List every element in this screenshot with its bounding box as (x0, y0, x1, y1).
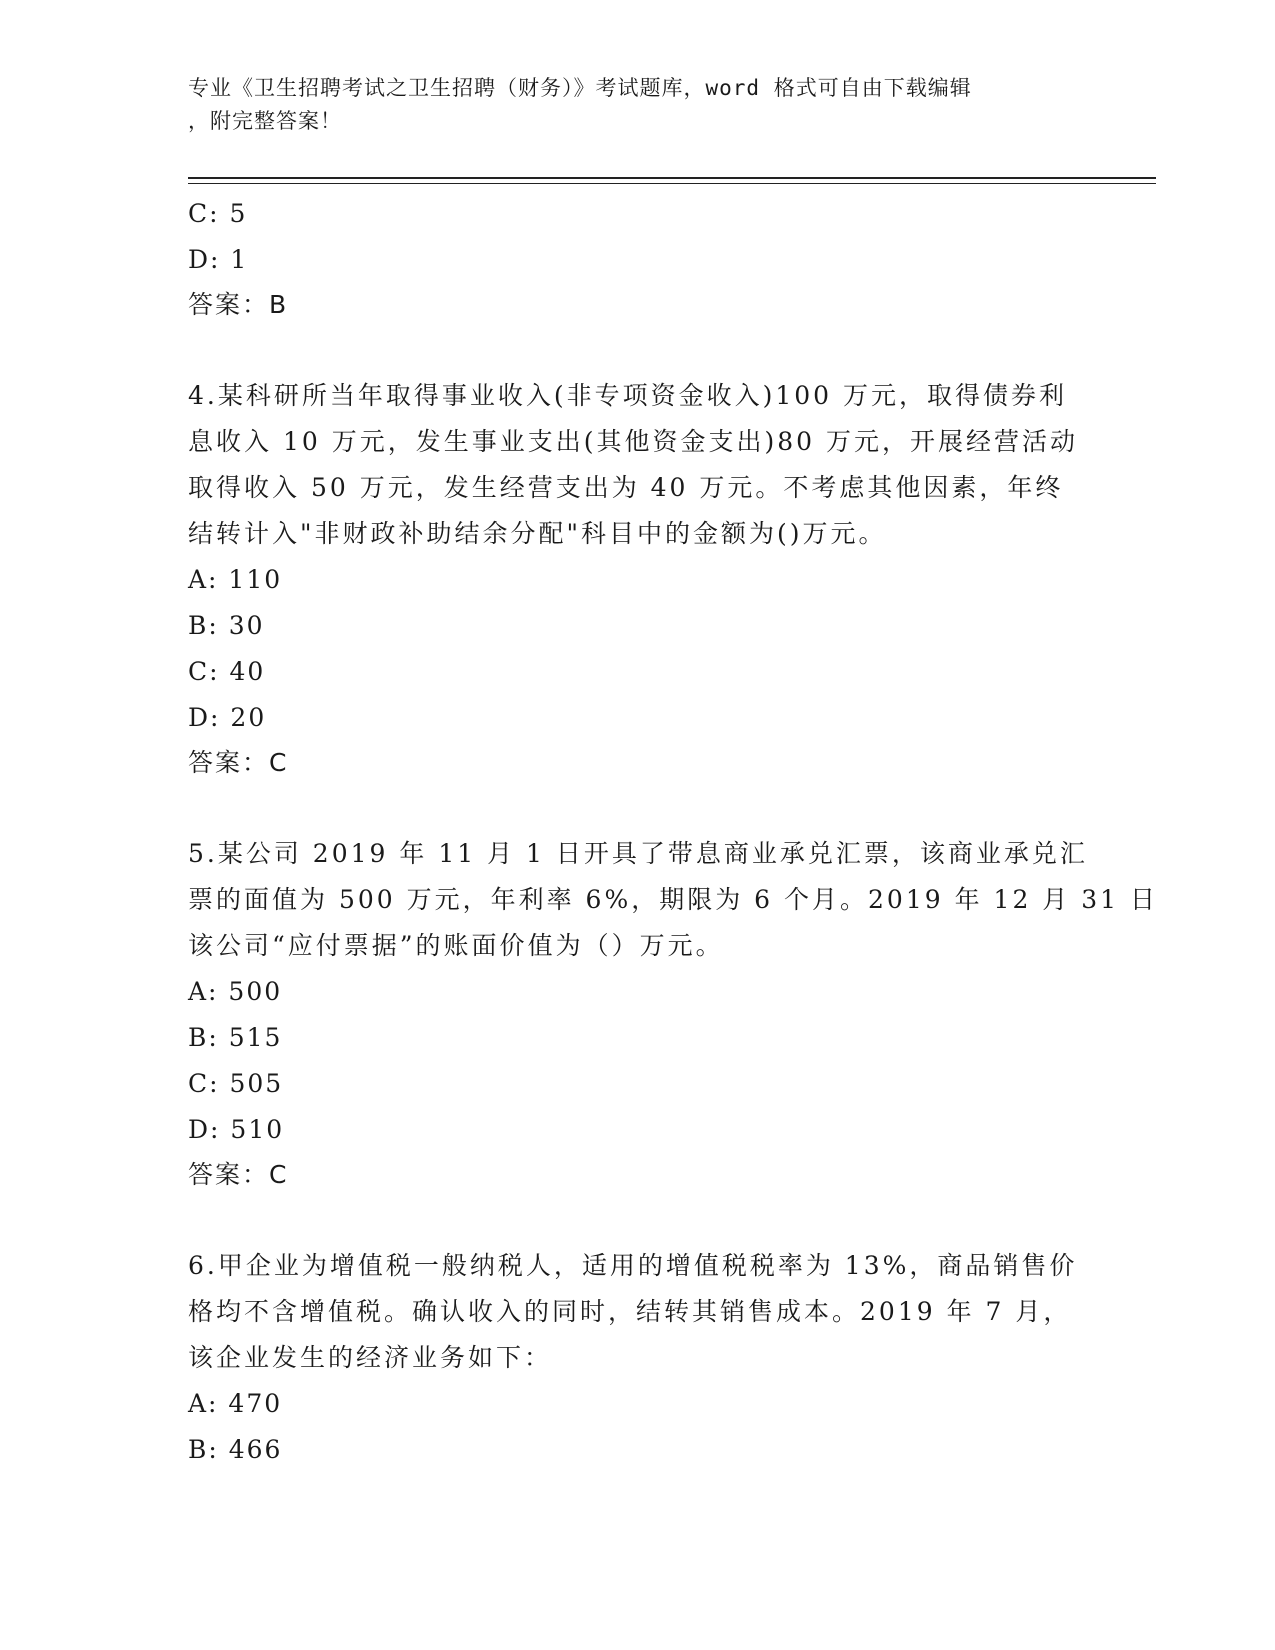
option-b: B: 30 (188, 611, 265, 640)
option-b: B: 515 (188, 1023, 283, 1052)
option-d: D: 20 (188, 703, 267, 732)
question-stem-line: 息收入 10 万元，发生事业支出(其他资金支出)80 万元，开展经营活动 (188, 427, 1078, 456)
question-stem-line: 该企业发生的经济业务如下： (188, 1343, 553, 1372)
question-stem-line: 格均不含增值税。确认收入的同时，结转其销售成本。2019 年 7 月， (188, 1297, 1072, 1326)
header-line-1: 专业《卫生招聘考试之卫生招聘（财务）》考试题库，word 格式可自由下载编辑 (188, 76, 972, 100)
answer-line: 答案：C (188, 748, 289, 777)
option-d: D: 1 (188, 245, 249, 274)
document-body (188, 191, 1158, 1473)
question-5 (188, 831, 1158, 1197)
header-divider-thick (188, 177, 1156, 179)
header-divider-thin (188, 183, 1156, 184)
question-4 (188, 373, 1088, 785)
question-3-continuation (188, 191, 1088, 327)
question-stem-line: 该公司“应付票据”的账面价值为（）万元。 (188, 931, 724, 960)
option-a: A: 470 (188, 1389, 283, 1418)
answer-line: 答案：B (188, 290, 289, 319)
header-line-2: ，附完整答案！ (188, 109, 342, 133)
option-c: C: 40 (188, 657, 266, 686)
question-stem-line: 6.甲企业为增值税一般纳税人，适用的增值税税率为 13%，商品销售价 (188, 1251, 1078, 1280)
option-c: C: 505 (188, 1069, 284, 1098)
answer-line: 答案：C (188, 1160, 289, 1189)
question-stem-line: 5.某公司 2019 年 11 月 1 日开具了带息商业承兑汇票，该商业承兑汇 (188, 839, 1088, 868)
option-a: A: 110 (188, 565, 283, 594)
spacer (188, 327, 1088, 373)
question-stem-line: 结转计入"非财政补助结余分配"科目中的金额为()万元。 (188, 519, 887, 548)
option-b: B: 466 (188, 1435, 283, 1464)
spacer (188, 1197, 1088, 1243)
document-header (188, 72, 1068, 138)
option-c: C: 5 (188, 199, 248, 228)
spacer (188, 785, 1088, 831)
question-6 (188, 1243, 1088, 1473)
option-d: D: 510 (188, 1115, 285, 1144)
option-a: A: 500 (188, 977, 283, 1006)
question-stem-line: 取得收入 50 万元，发生经营支出为 40 万元。不考虑其他因素，年终 (188, 473, 1064, 502)
question-stem-line: 票的面值为 500 万元，年利率 6%，期限为 6 个月。2019 年 12 月 31 日 (188, 885, 1158, 914)
question-stem-line: 4.某科研所当年取得事业收入(非专项资金收入)100 万元，取得债券利 (188, 381, 1068, 410)
